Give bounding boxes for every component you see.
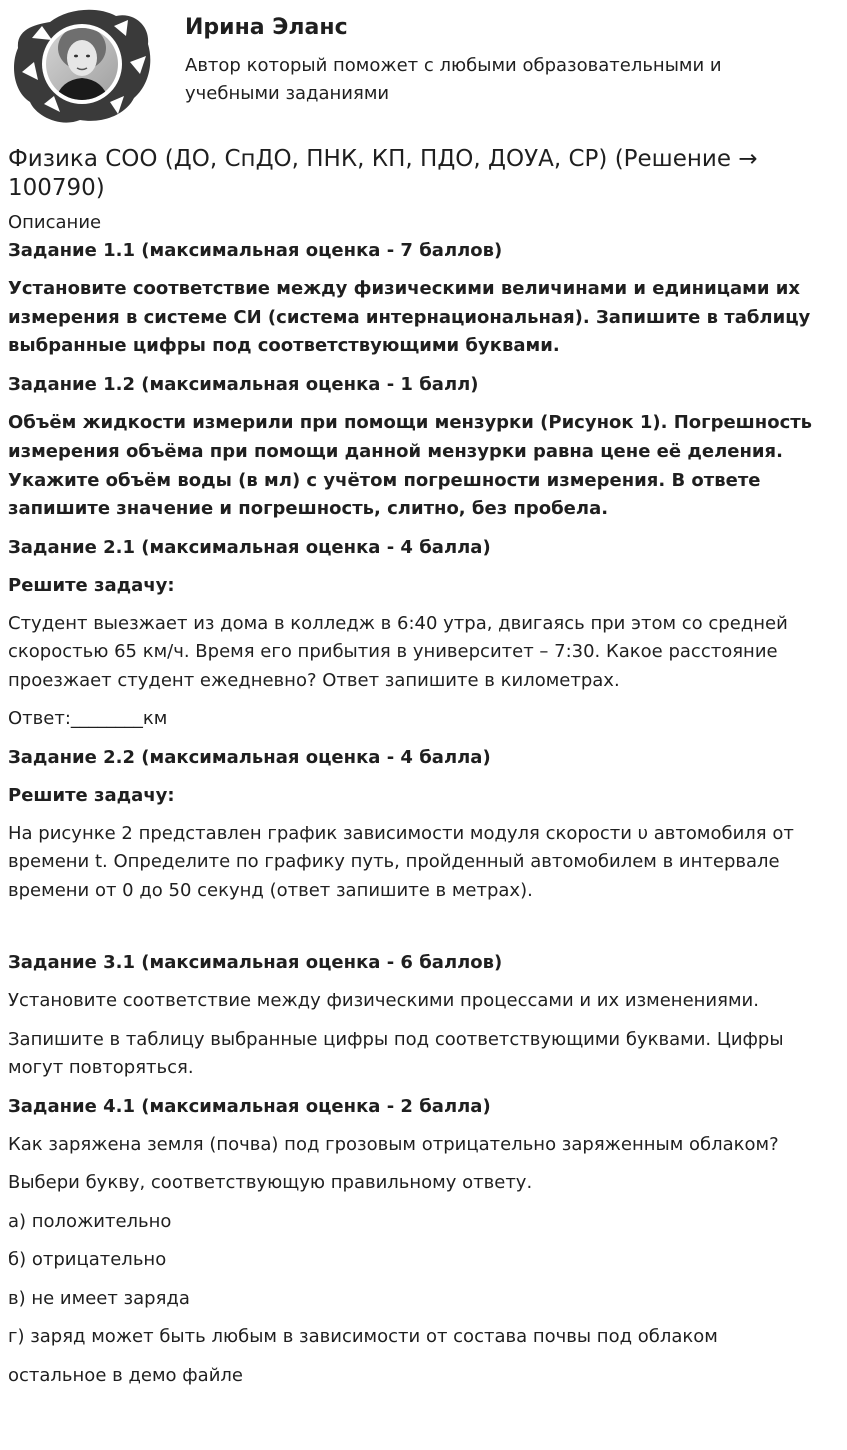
task-3-1-text-1: Установите соответствие между физическими процессами и их изменениями. [8,990,759,1012]
task-4-1-question: Как заряжена земля (почва) под грозовым отрицательно заряженным облаком? [8,1133,779,1155]
task-2-1-answer: Ответ:________км [8,708,168,730]
task-1-1-heading: Задание 1.1 (максимальная оценка - 7 баллов) [8,240,503,261]
task-2-1-heading: Задание 2.1 (максимальная оценка - 4 балла) [8,536,491,558]
task-1-2-heading: Задание 1.2 (максимальная оценка - 1 балл) [8,374,479,396]
task-4-1-heading: Задание 4.1 (максимальная оценка - 2 балла) [8,1095,491,1117]
author-bio: Автор который поможет с любыми образовательными и учебными заданиями [185,55,722,104]
task-4-1-option-a: а) положительно [8,1210,172,1232]
task-1-1-text: Установите соответствие между физическими величинами и единицами их измерения в системе СИ (система интернациональная). Запишите в таблицу выбранные цифры под соответствующими буквами. [8,278,811,357]
author-card [8,6,839,128]
task-4-1-option-c: в) не имеет заряда [8,1287,190,1309]
description-label: Описание [8,212,102,233]
task-2-2-instruction: Решите задачу: [8,784,175,806]
task-4-1-option-d: г) заряд может быть любым в зависимости от состава почвы под облаком [8,1326,718,1348]
task-3-1-heading: Задание 3.1 (максимальная оценка - 6 баллов) [8,952,503,974]
task-2-1-text: Студент выезжает из дома в колледж в 6:40 утра, двигаясь при этом со средней скоростью 65 км/ч. Время его прибытия в университет – 7:30. Какое расстояние проезжает студент ежедневно? Ответ запишите в километрах. [8,612,788,691]
document-title: Физика СОО (ДО, СпДО, ПНК, КП, ПДО, ДОУА, СР) (Решение → 100790) [8,146,758,201]
task-4-1-option-b: б) отрицательно [8,1249,167,1271]
spacer [8,915,839,949]
task-3-1-text-2: Запишите в таблицу выбранные цифры под соответствующими буквами. Цифры могут повторяться. [8,1028,784,1079]
task-2-1-instruction: Решите задачу: [8,574,175,596]
author-avatar [8,6,154,128]
demo-file-note: остальное в демо файле [8,1364,243,1386]
author-name: Ирина Эланс [185,15,348,40]
document-content [8,145,839,1400]
task-4-1-instruction: Выбери букву, соответствующую правильному ответу. [8,1172,533,1194]
task-1-2-text: Объём жидкости измерили при помощи мензурки (Рисунок 1). Погрешность измерения объёма при помощи данной мензурки равна цене её деления. Укажите объём воды (в мл) с учётом погрешности измерения. В ответе запишите значение и погрешность, слитно, без пробела. [8,412,813,520]
task-2-2-heading: Задание 2.2 (максимальная оценка - 4 балла) [8,746,491,768]
task-2-2-text: На рисунке 2 представлен график зависимости модуля скорости υ автомобиля от времени t. Определите по графику путь, пройденный автомобилем в интервале времени от 0 до 50 секунд (ответ запишите в метрах). [8,822,794,901]
